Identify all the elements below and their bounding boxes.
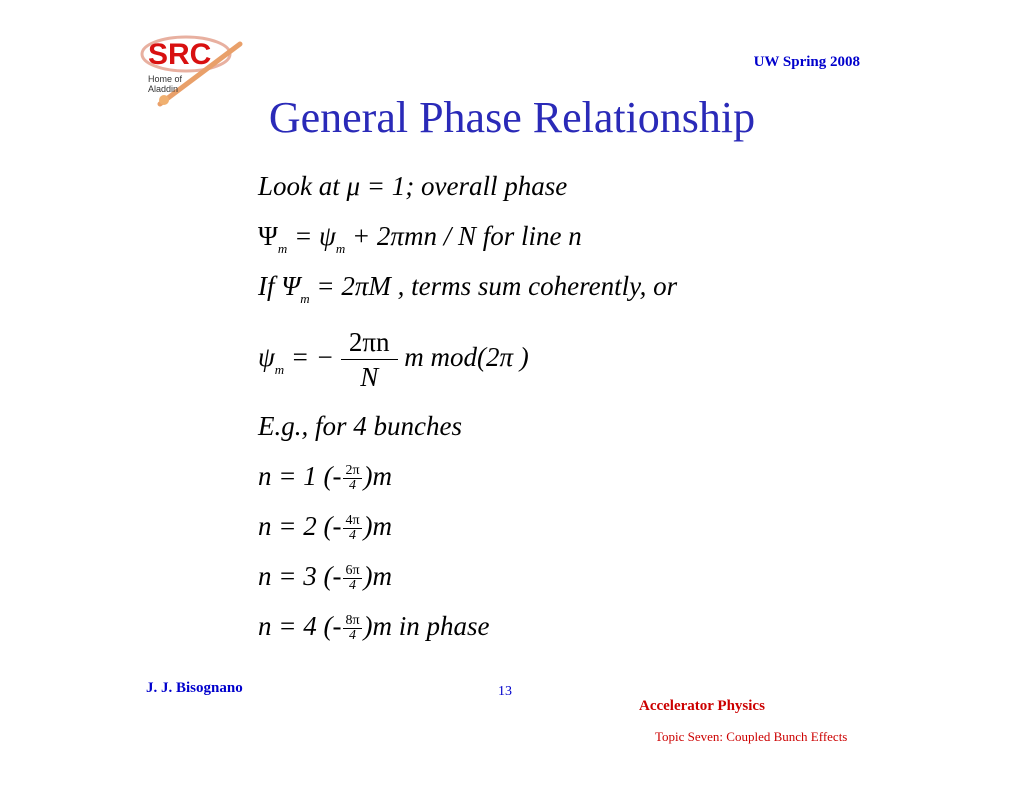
bunch-row-2 xyxy=(258,510,392,543)
eq3-sub: m xyxy=(300,291,310,306)
row2-lead: n = 2 (- xyxy=(258,511,342,541)
row1-fraction xyxy=(343,464,361,493)
page-title: General Phase Relationship xyxy=(268,93,756,142)
footer-topic: Topic Seven: Coupled Bunch Effects xyxy=(655,729,848,744)
equation-line-4 xyxy=(258,322,529,397)
page-number: 13 xyxy=(498,684,512,699)
equation-line-1: Look at μ = 1; overall phase xyxy=(258,171,568,201)
row3-num: 6π xyxy=(345,563,360,579)
eq2-part-2: = ψ xyxy=(287,221,336,251)
row4-num: 8π xyxy=(345,613,360,629)
eq2-psi-upper: Ψ xyxy=(258,221,278,251)
row4-lead: n = 4 (- xyxy=(258,611,342,641)
footer-author: J. J. Bisognano xyxy=(146,680,243,696)
row2-den: 4 xyxy=(343,528,361,543)
eq4-numerator: 2πn xyxy=(348,327,390,358)
equation-line-2 xyxy=(258,220,582,257)
row4-tail: )m in phase xyxy=(363,611,490,641)
logo-tagline-2: Aladdin xyxy=(148,84,179,94)
row4-fraction xyxy=(343,614,361,643)
logo-tagline-1: Home of xyxy=(148,74,183,84)
eq3-part-2: = 2πM , terms sum coherently, or xyxy=(309,271,678,301)
eq4-sub: m xyxy=(274,362,285,377)
bunch-row-4 xyxy=(258,610,490,643)
eq4-equals: = − xyxy=(284,342,335,372)
footer-course: Accelerator Physics xyxy=(639,698,765,714)
equation-line-3 xyxy=(258,270,677,307)
header-term: UW Spring 2008 xyxy=(753,54,860,70)
row1-lead: n = 1 (- xyxy=(258,461,342,491)
row3-tail: )m xyxy=(363,561,393,591)
row1-den: 4 xyxy=(343,478,361,493)
row3-fraction xyxy=(343,564,361,593)
row2-tail: )m xyxy=(363,511,393,541)
row3-lead: n = 3 (- xyxy=(258,561,342,591)
logo-text: SRC xyxy=(148,38,212,71)
row2-fraction xyxy=(343,514,361,543)
row4-den: 4 xyxy=(343,628,361,643)
eq4-tail: m mod(2π ) xyxy=(397,342,529,372)
row1-tail: )m xyxy=(363,461,393,491)
row1-num: 2π xyxy=(345,463,360,479)
row3-den: 4 xyxy=(343,578,361,593)
eq3-part-1: If Ψ xyxy=(258,271,301,301)
row2-num: 4π xyxy=(345,513,360,529)
eq2-sub-1: m xyxy=(277,241,288,256)
eq2-part-3: + 2πmn / N for line n xyxy=(345,221,582,251)
equation-line-5: E.g., for 4 bunches xyxy=(258,411,462,441)
eq2-sub-2: m xyxy=(335,241,346,256)
eq4-fraction xyxy=(341,325,398,394)
bunch-row-3 xyxy=(258,560,392,593)
eq4-denominator: N xyxy=(341,359,398,394)
bunch-row-1 xyxy=(258,460,392,493)
eq4-psi: ψ xyxy=(258,342,275,372)
